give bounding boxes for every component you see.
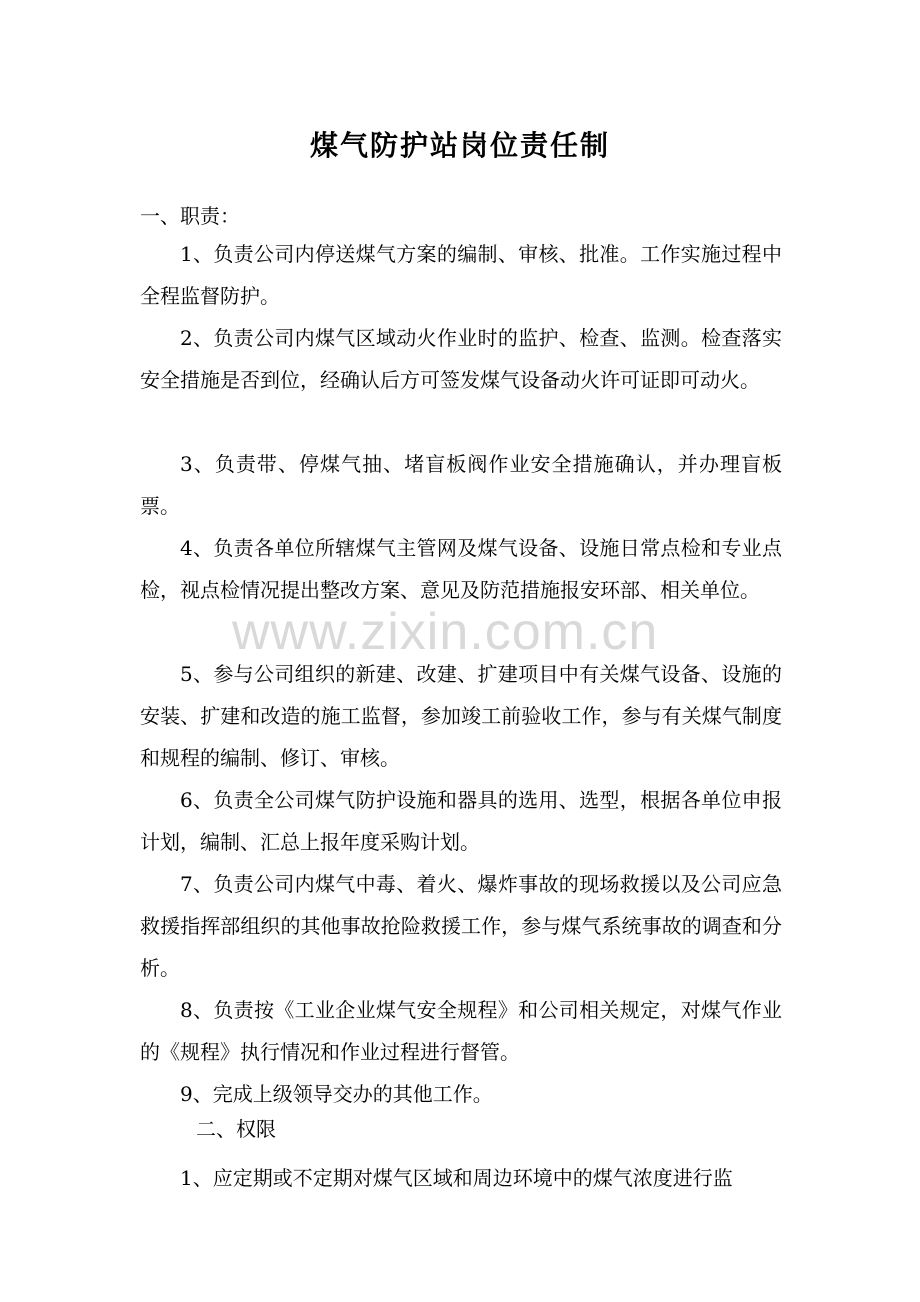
- duty-paragraph-5: 5、参与公司组织的新建、改建、扩建项目中有关煤气设备、设施的安装、扩建和改造的施工监督，参加竣工前验收工作，参与有关煤气制度和规程的编制、修订、审核。: [140, 662, 782, 770]
- section-heading-duties: 一、职责：: [140, 204, 240, 228]
- duty-paragraph-9: 9、完成上级领导交办的其他工作。: [180, 1082, 493, 1106]
- duty-paragraph-8: 8、负责按《工业企业煤气安全规程》和公司相关规定，对煤气作业的《规程》执行情况和作业过程进行督管。: [140, 998, 782, 1064]
- duty-paragraph-6: 6、负责全公司煤气防护设施和器具的选用、选型，根据各单位申报计划，编制、汇总上报年度采购计划。: [140, 788, 782, 854]
- rights-paragraph-1: 1、应定期或不定期对煤气区域和周边环境中的煤气浓度进行监: [180, 1166, 733, 1190]
- watermark-text: www.zixin.com.cn: [232, 603, 659, 661]
- duty-paragraph-2: 2、负责公司内煤气区域动火作业时的监护、检查、监测。检查落实安全措施是否到位，经确认后方可签发煤气设备动火许可证即可动火。: [140, 326, 782, 392]
- duty-paragraph-3: 3、负责带、停煤气抽、堵盲板阀作业安全措施确认，并办理盲板票。: [140, 452, 782, 518]
- duty-paragraph-1: 1、负责公司内停送煤气方案的编制、审核、批准。工作实施过程中全程监督防护。: [140, 242, 782, 308]
- duty-paragraph-4: 4、负责各单位所辖煤气主管网及煤气设备、设施日常点检和专业点检，视点检情况提出整改方案、意见及防范措施报安环部、相关单位。: [140, 536, 782, 602]
- document-title: 煤气防护站岗位责任制: [309, 129, 610, 162]
- section-heading-rights: 二、权限: [196, 1117, 276, 1141]
- duty-paragraph-7: 7、负责公司内煤气中毒、着火、爆炸事故的现场救援以及公司应急救援指挥部组织的其他事故抢险救援工作，参与煤气系统事故的调查和分析。: [140, 872, 782, 980]
